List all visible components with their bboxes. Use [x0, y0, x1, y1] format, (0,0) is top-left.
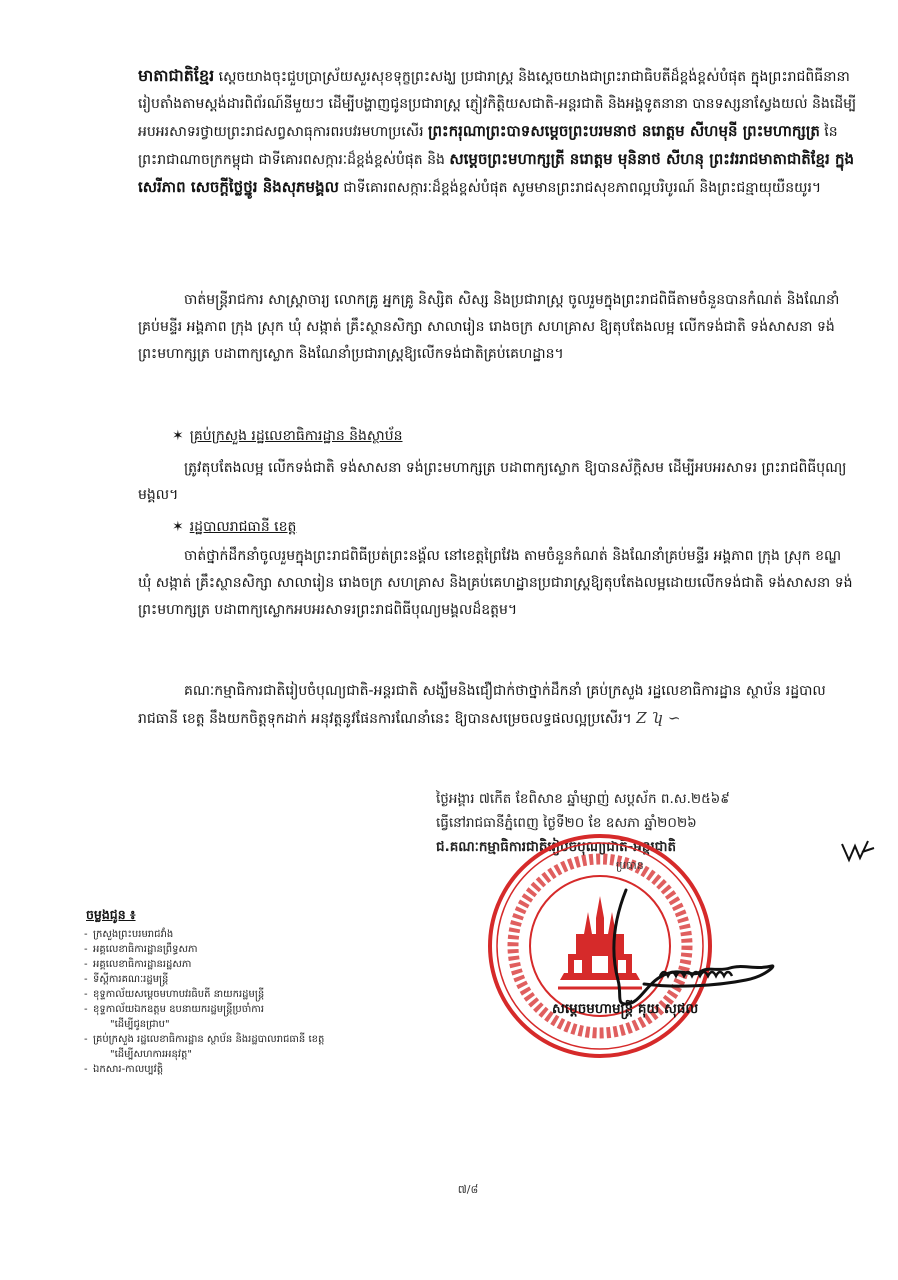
- handwritten-mark-icon: [840, 838, 876, 864]
- recipients-title: ចម្លងជូន ៖: [86, 907, 136, 922]
- paragraph-provinces: [138, 543, 858, 624]
- bullet-star-icon: ✶: [172, 428, 184, 444]
- paragraph-text-b: នៃព្រះរាជាណាចក្រកម្ពុជា ជាទីគោរពសក្ការៈដ៏ខ្ពង់ខ្ពស់បំផុត និង: [138, 124, 838, 168]
- recipients-list: [84, 927, 324, 1077]
- paragraph-closing: [138, 678, 858, 733]
- bullet-provinces: [172, 515, 296, 539]
- lunar-date: ថ្ងៃអង្គារ ៧កើត ខែពិសាខ ឆ្នាំម្សាញ់ សប្តស័ក ព.ស.២៥៦៩: [436, 791, 730, 807]
- paragraph-ministries-text: ត្រូវតុបតែងលម្អ លើកទង់ជាតិ ទង់សាសនា ទង់ព្រះមហាក្សត្រ បដាពាក្យស្លោក ឱ្យបានស័ក្តិសម ដើម្បីអបអរសាទរ ព្រះរាជពិធីបុណ្យមង្គល។: [138, 460, 847, 503]
- list-item: - ឯកសារ-កាលប្បវត្តិ: [84, 1062, 324, 1077]
- bullet-star-icon: ✶: [172, 519, 184, 535]
- office-subtitle: ប្រធាន: [616, 859, 644, 872]
- paragraph-provinces-text: ចាត់ថ្នាក់ដឹកនាំចូលរួមក្នុងព្រះរាជពិធីប្រត់ព្រះនង្គ័ល នៅខេត្តព្រៃវែង តាមចំនួនកំណត់ និងណែនាំគ្រប់មន្ទីរ អង្គភាព ក្រុង ស្រុក ខណ្ឌ ឃុំ សង្កាត់ គ្រឹះស្ថានសិក្សា សាលារៀន រោងចក្រ សហគ្រាស និងគ្រប់គេហដ្ឋានប្រជារាស្ត្រឱ្យតុបតែងលម្អដោយលើកទង់ជាតិ ទង់សាសនា ទង់ព្រះមហាក្សត្រ បដាពាក្យស្លោកអបអរសាទរព្រះរាជពិធីបុណ្យមង្គលដ៏ឧត្តម។: [138, 548, 853, 618]
- bullet-ministries: [172, 424, 402, 448]
- paragraph-lead: មាតាជាតិខ្មែរ: [138, 66, 215, 85]
- king-title: ព្រះករុណាព្រះបាទសម្តេចព្រះបរមនាថ នរោត្តម សីហមុនី ព្រះមហាក្សត្រ: [428, 122, 820, 140]
- paragraph-royal-greeting: [138, 62, 858, 202]
- bullet-title: គ្រប់ក្រសួង រដ្ឋលេខាធិការដ្ឋាន និងស្ថាប័ន: [189, 428, 403, 444]
- solar-date: ធ្វើនៅរាជធានីភ្នំពេញ ថ្ងៃទី២០ ខែ ឧសភា ឆ្នាំ២០២៦: [436, 815, 697, 831]
- list-item: - ខុទ្ទកាល័យឯកឧត្តម ឧបនាយករដ្ឋមន្ត្រីប្រចាំការ: [84, 1002, 324, 1017]
- list-item: - អគ្គលេខាធិការដ្ឋានព្រឹទ្ធសភា: [84, 942, 324, 957]
- list-item: "ដើម្បីជូនជ្រាប": [110, 1019, 170, 1030]
- list-item: - ខុទ្ទកាល័យសម្តេចមហាបវរធិបតី នាយករដ្ឋមន្ត្រី: [84, 987, 324, 1002]
- paragraph-ministries: [138, 455, 858, 509]
- paragraph-closing-text: គណៈកម្មាធិការជាតិរៀបចំបុណ្យជាតិ-អន្តរជាតិ សង្ឃឹមនិងជឿជាក់ថាថ្នាក់ដឹកនាំ គ្រប់ក្រសួង រដ្ឋលេខាធិការដ្ឋាន ស្ថាប័ន រដ្ឋបាលរាជធានី ខេត្ត នឹងយកចិត្តទុកដាក់ អនុវត្តនូវផែនការណែនាំនេះ ឱ្យបានសម្រេចលទ្ធផលល្អប្រសើរ។: [138, 683, 826, 727]
- bullet-title: រដ្ឋបាលរាជធានី ខេត្ត: [189, 519, 297, 535]
- handwritten-initials: Z ʮ ∽: [636, 709, 681, 727]
- signer-name: សម្តេចមហាមន្ត្រី គុយ សុផល: [552, 1001, 699, 1017]
- issuing-office: ជ.គណៈកម្មាធិការជាតិរៀបចំបុណ្យជាតិ-អន្តរជាតិ: [436, 839, 677, 855]
- page-number: ៧/៨: [457, 1183, 479, 1196]
- list-item: - ទីស្តីការគណៈរដ្ឋមន្ត្រី: [84, 972, 324, 987]
- list-item: - គ្រប់ក្រសួង រដ្ឋលេខាធិការដ្ឋាន ស្ថាប័ន និងរដ្ឋបាលរាជធានី ខេត្ត: [84, 1032, 324, 1047]
- list-item: - អគ្គលេខាធិការដ្ឋានរដ្ឋសភា: [84, 957, 324, 972]
- paragraph-participation-text: ចាត់មន្ត្រីរាជការ សាស្ត្រាចារ្យ លោកគ្រូ អ្នកគ្រូ និស្សិត សិស្ស និងប្រជារាស្ត្រ ចូលរួមក្នុងព្រះរាជពិធីតាមចំនួនបានកំណត់ និងណែនាំគ្រប់មន្ទីរ អង្គភាព ក្រុង ស្រុក ឃុំ សង្កាត់ គ្រឹះស្ថានសិក្សា សាលារៀន រោងចក្រ សហគ្រាស ឱ្យតុបតែងលម្អ លើកទង់ជាតិ ទង់សាសនា ទង់ព្រះមហាក្សត្រ បដាពាក្យស្លោក និងណែនាំប្រជារាស្ត្រឱ្យលើកទង់ជាតិគ្រប់គេហដ្ឋាន។: [138, 292, 840, 362]
- paragraph-text-a: ស្តេចយាងចុះជួបប្រាស្រ័យសួរសុខទុក្ខព្រះសង្ឃ ប្រជារាស្ត្រ និងស្តេចយាងជាព្រះរាជាធិបតីដ៏ខ្ពង់ខ្ពស់បំផុត ក្នុងព្រះរាជពិធីនានា រៀបតាំងតាមស្តង់ដារពិព័រណ៍នីមួយៗ ដើម្បីបង្ហាញជូនប្រជារាស្ត្រ ភ្ញៀវកិត្តិយសជាតិ-អន្តរជាតិ និងអង្គទូតនានា បានទស្សនាស្វែងយល់ និងដើម្បីអបអរសាទរថ្វាយព្រះរាជសព្វសាធុការពរបវរមហាប្រសើរ: [138, 69, 857, 140]
- list-item: - ក្រសួងព្រះបរមរាជវាំង: [84, 927, 324, 942]
- paragraph-participation: [138, 287, 858, 368]
- queen-mother-title: សម្តេចព្រះមហាក្សត្រី នរោត្តម មុនិនាថ សីហនុ ព្រះវររាជមាតាជាតិខ្មែរ ក្នុងសេរីភាព សេចក្តីថ្លៃថ្នូរ និងសុភមង្គល: [138, 150, 855, 196]
- paragraph-text-c: ជាទីគោរពសក្ការៈដ៏ខ្ពង់ខ្ពស់បំផុត សូមមានព្រះរាជសុខភាពល្អបរិបូរណ៍ និងព្រះជន្មាយុយឺនយូរ។: [338, 180, 822, 196]
- list-item: "ដើម្បីសហការអនុវត្ត": [110, 1049, 193, 1060]
